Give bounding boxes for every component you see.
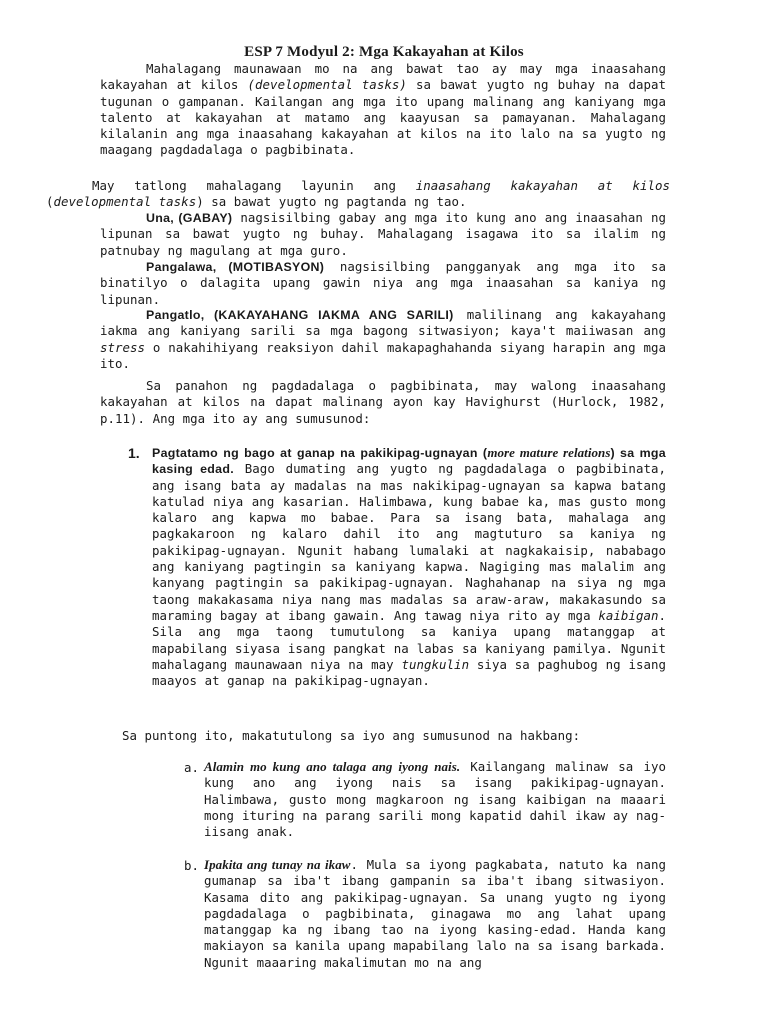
goals-text-1: May tatlong mahalagang layunin ang (92, 178, 416, 193)
document-title: ESP 7 Modyul 2: Mga Kakayahan at Kilos (244, 44, 524, 60)
pangalawa-paragraph (100, 259, 666, 308)
step-b-label: b. (184, 858, 199, 873)
pangatlo-paragraph (100, 307, 666, 372)
intro-term: (developmental tasks) (247, 77, 407, 93)
item-1-text-2: . Sila ang mga taong tumutulong sa kaniya upang matanggap at mapabilang siyasa isang pangkat na labas sa kaniyang pamilya. Ngunit mahalagang maunawaan niya na may (152, 607, 666, 672)
steps-intro: Sa puntong ito, makatutulong sa iyo ang sumusunod na hakbang: (122, 728, 581, 743)
step-b-text: . Mula sa iyong pagkabata, natuto ka nang gumanap sa iba't ibang gampanin sa iba't ibang sitwasiyon. Kasama dito ang pakikipag-ugnayan. Sa unang yugto ng iyong pagdadalaga o pagbibinata, ginagawa mo ang lahat upang matanggap ka ng ibang tao na iyong kasing-edad. Handa kang makiayon sa kanila upang mapabilang lalo na sa isang barkada. Ngunit maaaring makalimutan mo na ang (204, 857, 667, 970)
item-1-number: 1. (128, 445, 140, 461)
pangatlo-stress: stress (100, 339, 146, 355)
item-1-tungkulin: tungkulin (401, 656, 470, 672)
pangalawa-text: nagsisilbing pangganyak ang mga ito sa binatilyo o dalagita upang gawin niya ang mga inaasahan sa kaniya ng lipunan. (100, 259, 666, 307)
step-b-heading: Ipakita ang tunay na ikaw (204, 857, 351, 872)
step-a-heading: Alamin mo kung ano talaga ang iyong nais. (204, 759, 461, 774)
una-heading: Una, (GABAY) (146, 211, 233, 225)
item-1-paragraph (152, 445, 666, 689)
item-1-heading-2: ) sa mga kasing edad. (152, 446, 666, 477)
pangalawa-heading: Pangalawa, (MOTIBASYON) (146, 260, 325, 274)
intro-paragraph (100, 61, 666, 159)
goals-term: inaasahang kakayahan at kilos (415, 178, 670, 193)
pangatlo-text-2: o nakahihiyang reaksiyon dahil makapaghahanda siyang harapin ang mga ito. (100, 339, 666, 371)
item-1-heading-1: Pagtatamo ng bago at ganap na pakikipag-ugnayan ( (152, 446, 488, 460)
goals-text-2: ( (46, 194, 54, 210)
goals-term-2: developmental tasks (53, 194, 197, 210)
intro-text-2: sa bawat yugto ng buhay na dapat tugunan o gampanan. Kailangan ang mga ito upang malinang ang kaniyang mga talento at kakayahan at matamo ang kaayusan sa pamayanan. Mahalagang kilalanin ang mga inaasahang kakayahan at kilos na ito lalo na sa yugto ng maagang pagdadalaga o pagbibinata. (100, 77, 666, 158)
goals-paragraph (46, 178, 670, 211)
goals-text-3: ) sa bawat yugto ng pagtanda ng tao. (196, 194, 467, 210)
panahon-paragraph (100, 378, 666, 427)
una-text: nagsisilbing gabay ang mga ito kung ano ang inaasahan ng lipunan sa bawat yugto ng buhay. Mahalagang isagawa ito sa ilalim ng patnubay ng magulang at mga guro. (100, 210, 666, 258)
item-1-heading-term: more mature relations (487, 445, 611, 460)
step-a-paragraph (204, 759, 666, 840)
step-b-paragraph (204, 857, 666, 971)
pangatlo-text-1: malilinang ang kakayahang iakma ang kaniyang sarili sa mga bagong sitwasiyon; kaya't maiiwasan ang (100, 307, 666, 339)
una-paragraph (100, 210, 666, 259)
intro-text-1: Mahalagang maunawaan mo na ang bawat tao ay may mga inaasahang kakayahan at kilos (100, 61, 666, 93)
item-1-text-1: Bago dumating ang yugto ng pagdadalaga o pagbibinata, ang isang bata ay madalas na mas nakikipag-ugnayan sa kapwa batang katulad niya ang kasarian. Halimbawa, kung babae ka, mas gusto mong kalaro ang kapwa mo babae. Para sa isang bata, mahalaga ang pagkakaroon ng kalaro dahil ito ang magtuturo sa kaniya ng pakikipag-ugnayan. Ngunit habang lumalaki at nagkakaisip, nababago ang kaniyang pagtingin sa kaniyang kapwa. Nagiging mas malalim ang kanyang pagtingin sa pakikipag-ugnayan. Naghahanap na siya ng mga taong makakasama niya nang mas madalas sa araw-araw, makakasundo sa maraming bagay at ibang gawain. Ang tawag niya rito ay mga (152, 461, 666, 623)
step-a-label: a. (184, 760, 199, 775)
panahon-text: Sa panahon ng pagdadalaga o pagbibinata, may walong inaasahang kakayahan at kilos na dapat malinang ayon kay Havighurst (Hurlock, 1982, p.11). Ang mga ito ay ang sumusunod: (100, 378, 666, 426)
pangatlo-heading: Pangatlo, (KAKAYAHANG IAKMA ANG SARILI) (146, 308, 454, 322)
step-a-text: Kailangang malinaw sa iyo kung ano ang iyong nais sa isang pakikipag-ugnayan. Halimbawa, gusto mong magkaroon ng isang kaibigan na maaari mong ituring na parang sarili mong kapatid dahil ikaw ay nag-iisang anak. (204, 759, 666, 840)
item-1-kaibigan: kaibigan (598, 607, 659, 623)
item-1-text-3: siya sa paghubog ng isang maayos at ganap na pakikipag-ugnayan. (152, 656, 666, 689)
